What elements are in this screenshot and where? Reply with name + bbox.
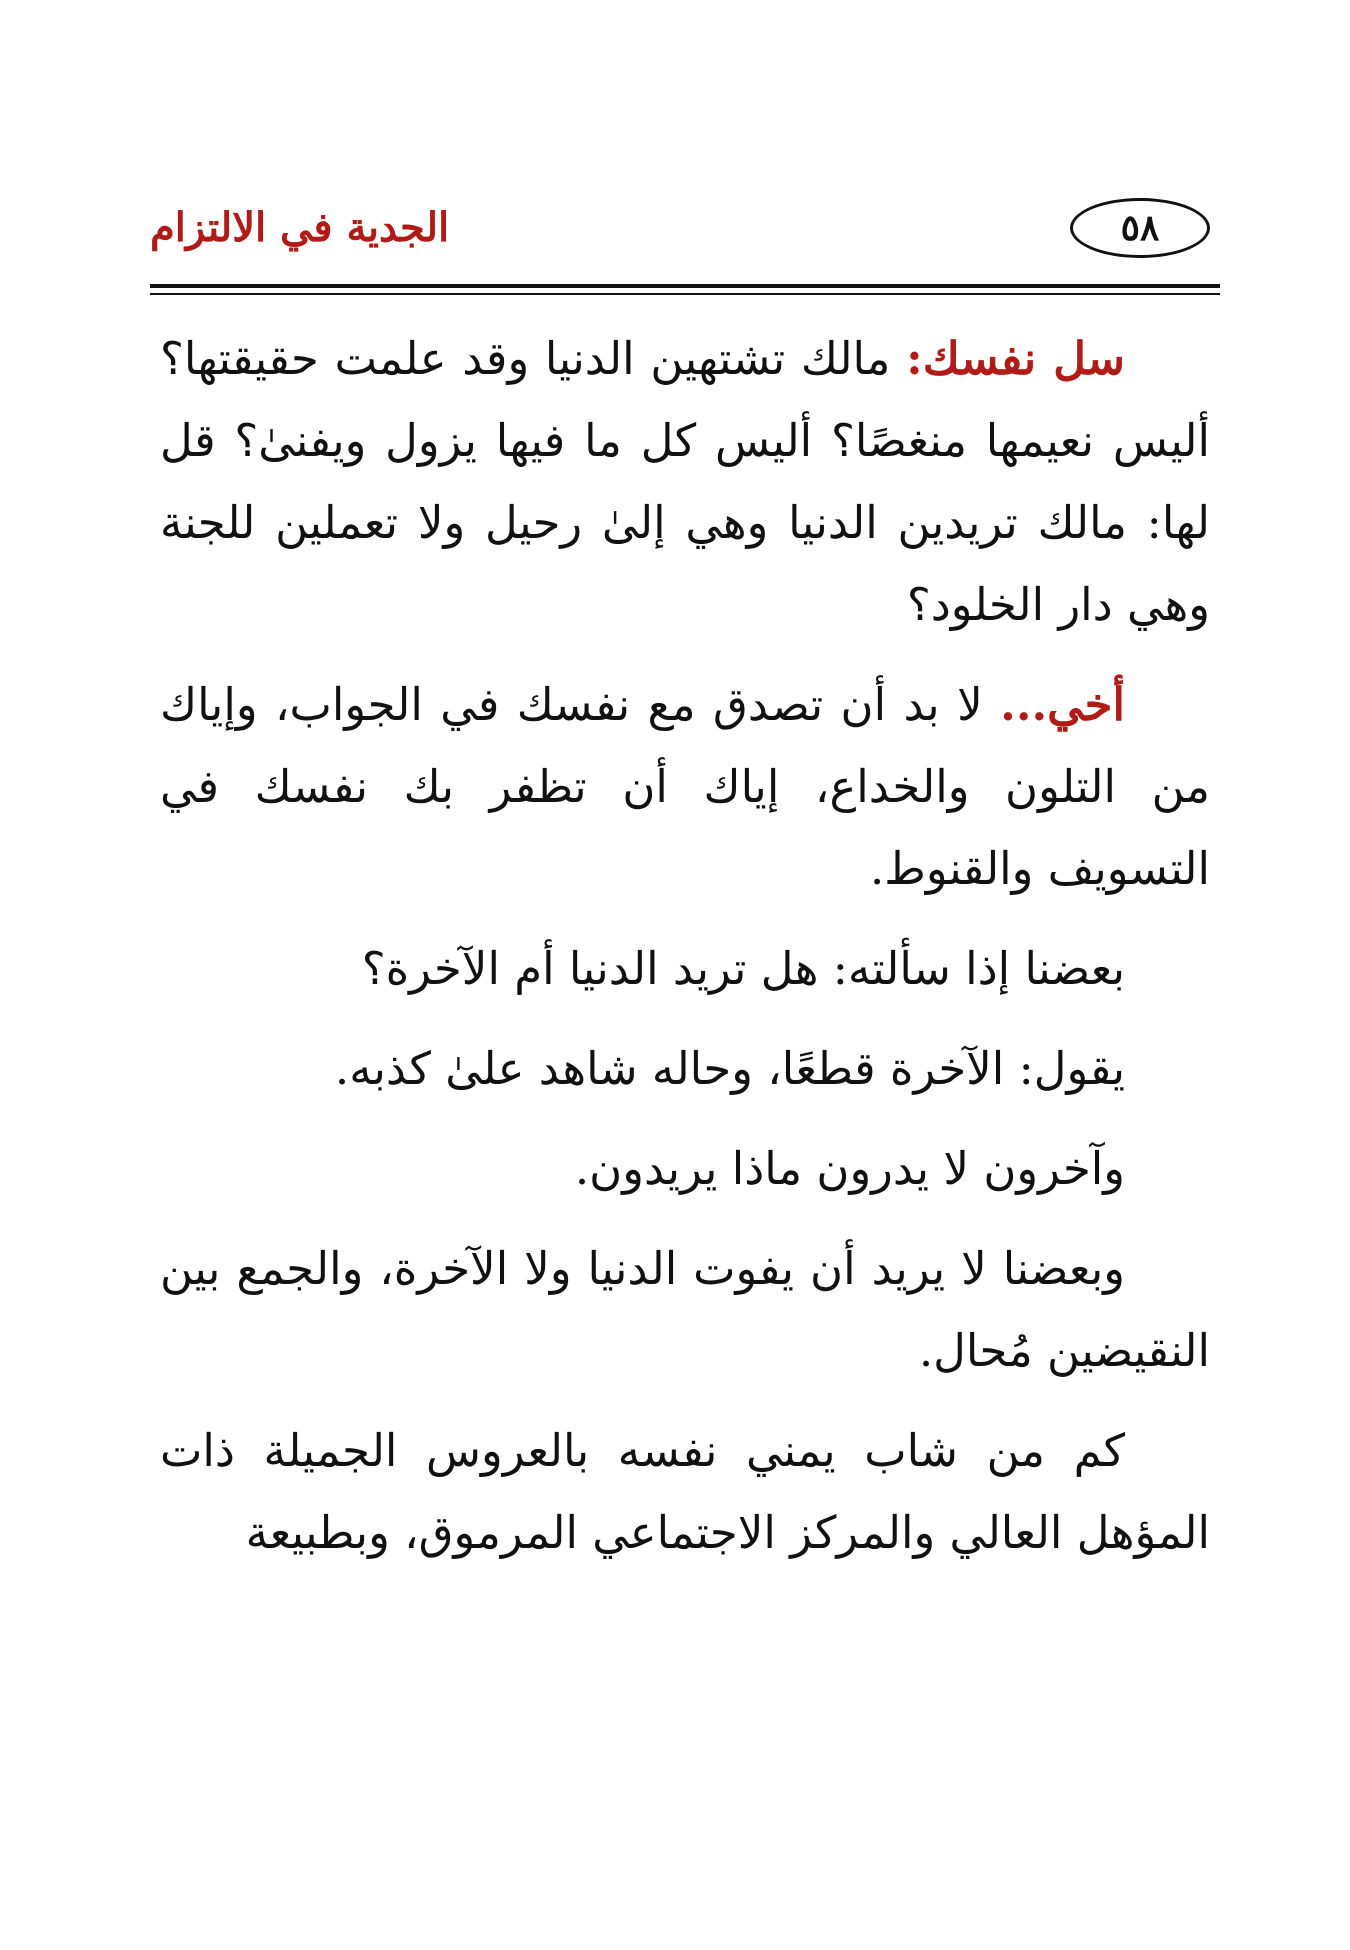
paragraph-1	[160, 318, 1210, 646]
paragraph-4	[160, 1028, 1210, 1110]
paragraph-text: كم من شاب يمني نفسه بالعروس الجميلة ذات المؤهل العالي والمركز الاجتماعي المرموق، وبطبيعة	[160, 1424, 1210, 1559]
header-rule-thin	[150, 293, 1220, 295]
paragraph-6	[160, 1228, 1210, 1392]
paragraph-text: وآخرون لا يدرون ماذا يريدون.	[574, 1142, 1125, 1195]
paragraph-5	[160, 1128, 1210, 1210]
page-number-badge: ٥٨	[1070, 198, 1210, 258]
header-rule-thick	[150, 284, 1220, 288]
paragraph-text: يقول: الآخرة قطعًا، وحاله شاهد علىٰ كذبه.	[334, 1042, 1125, 1095]
paragraph-lead: سل نفسك:	[906, 332, 1125, 385]
paragraph-text: مالك تشتهين الدنيا وقد علمت حقيقتها؟ أليس نعيمها منغصًا؟ أليس كل ما فيها يزول ويفنىٰ؟ قل لها: مالك تريدين الدنيا وهي إلىٰ رحيل ولا تعملين للجنة وهي دار الخلود؟	[160, 332, 1210, 631]
page-body	[160, 318, 1210, 1592]
page-header	[150, 190, 1210, 280]
paragraph-text: وبعضنا لا يريد أن يفوت الدنيا ولا الآخرة، والجمع بين النقيضين مُحال.	[160, 1242, 1210, 1377]
paragraph-lead: أخي...	[1000, 678, 1125, 731]
book-title: الجدية في الالتزام	[150, 204, 450, 251]
paragraph-text: لا بد أن تصدق مع نفسك في الجواب، وإياك من التلون والخداع، إياك أن تظفر بك نفسك في التسويف والقنوط.	[160, 678, 1210, 895]
paragraph-7	[160, 1410, 1210, 1574]
paragraph-2	[160, 664, 1210, 910]
paragraph-text: بعضنا إذا سألته: هل تريد الدنيا أم الآخرة؟	[361, 942, 1125, 995]
paragraph-3	[160, 928, 1210, 1010]
